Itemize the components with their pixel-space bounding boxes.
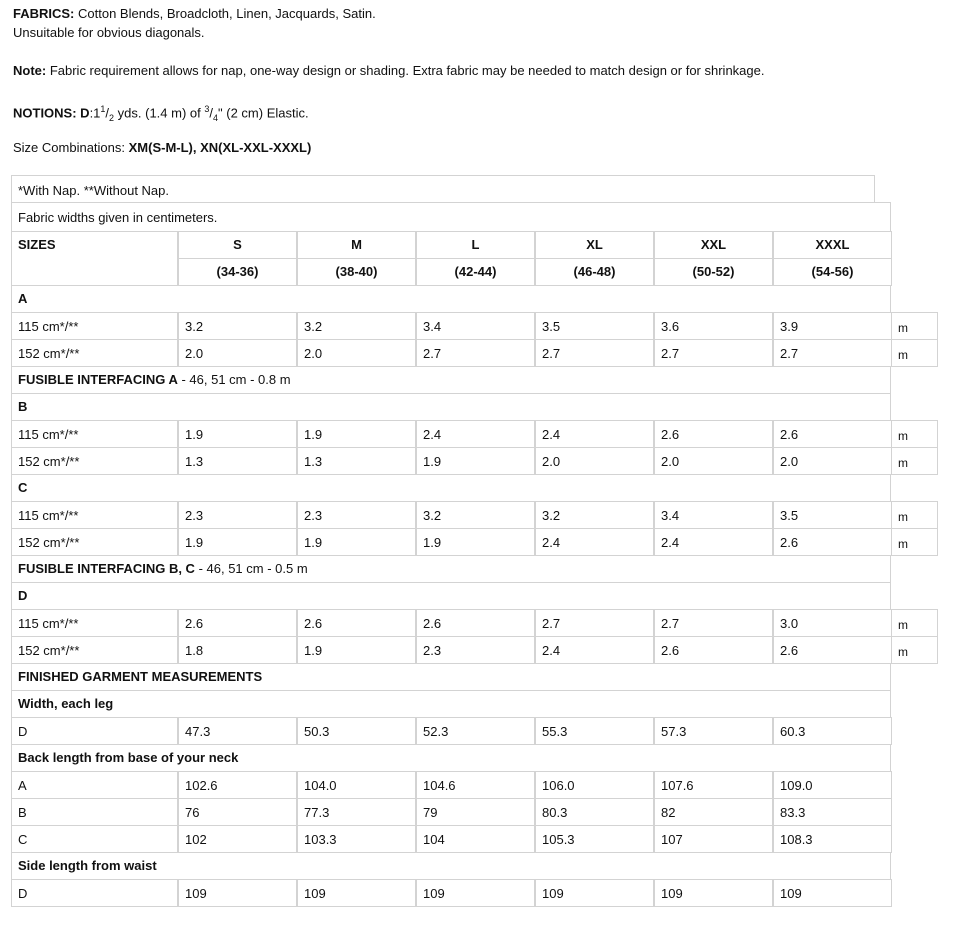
row-label: 115 cm*/** xyxy=(11,312,178,340)
size-combinations-values: XM(S-M-L), XN(XL-XXL-XXXL) xyxy=(128,140,312,155)
value-cell: 3.4 xyxy=(654,501,773,529)
section-heading-detail: - 46, 51 cm - 0.8 m xyxy=(177,372,291,387)
row-label: 152 cm*/** xyxy=(11,528,178,556)
notions-part-c: " (2 cm) Elastic. xyxy=(218,105,309,121)
size-range-xl: (46-48) xyxy=(535,258,654,286)
value-cell: 2.7 xyxy=(535,609,654,637)
value-cell: 2.4 xyxy=(535,420,654,448)
value-cell: 105.3 xyxy=(535,825,654,853)
section-heading-label: Back length from base of your neck xyxy=(18,750,239,765)
size-header-s: S xyxy=(178,231,297,259)
value-cell: 1.9 xyxy=(416,528,535,556)
section-heading xyxy=(11,582,891,610)
size-header-xxl: XXL xyxy=(654,231,773,259)
value-cell: 1.9 xyxy=(297,528,416,556)
value-cell: 2.6 xyxy=(773,636,892,664)
size-range-l: (42-44) xyxy=(416,258,535,286)
width-note: Fabric widths given in centimeters. xyxy=(11,202,891,232)
value-cell: 60.3 xyxy=(773,717,892,745)
value-cell: 2.7 xyxy=(773,339,892,367)
fraction-numerator: 1 xyxy=(100,104,106,114)
size-range-xxxl: (54-56) xyxy=(773,258,892,286)
value-cell: 76 xyxy=(178,798,297,826)
value-cell: 82 xyxy=(654,798,773,826)
value-cell: 2.4 xyxy=(535,528,654,556)
value-cell: 3.5 xyxy=(535,312,654,340)
value-cell: 50.3 xyxy=(297,717,416,745)
value-cell: 83.3 xyxy=(773,798,892,826)
value-cell: 1.9 xyxy=(178,528,297,556)
fraction-denominator: 4 xyxy=(213,112,219,123)
section-heading-label: Width, each leg xyxy=(18,696,114,711)
value-cell: 2.6 xyxy=(178,609,297,637)
section-heading xyxy=(11,285,891,313)
section-heading-detail: - 46, 51 cm - 0.5 m xyxy=(194,561,308,576)
value-cell: 2.3 xyxy=(297,501,416,529)
row-label: D xyxy=(11,879,178,907)
unit-cell: m xyxy=(891,339,938,367)
value-cell: 2.6 xyxy=(416,609,535,637)
row-label: 115 cm*/** xyxy=(11,420,178,448)
section-heading xyxy=(11,474,891,502)
note-label: Note: xyxy=(13,63,47,78)
value-cell: 2.7 xyxy=(654,339,773,367)
value-cell: 104.6 xyxy=(416,771,535,799)
notions-part-b: yds. (1.4 m) of xyxy=(114,105,205,121)
value-cell: 1.9 xyxy=(416,447,535,475)
fabrics-label: FABRICS: xyxy=(13,6,75,21)
value-cell: 1.3 xyxy=(178,447,297,475)
notions-line: NOTIONS: $D:1^1/_2$ yds. (1.4 m) of $^3/_4$" (2 cm) Elastic. xyxy=(13,104,309,123)
value-cell: 109 xyxy=(178,879,297,907)
size-header-xxxl: XXXL xyxy=(773,231,892,259)
section-heading-label: FUSIBLE INTERFACING B, C xyxy=(18,561,195,576)
row-label: 152 cm*/** xyxy=(11,636,178,664)
value-cell: 2.0 xyxy=(297,339,416,367)
row-label: A xyxy=(11,771,178,799)
value-cell: 102 xyxy=(178,825,297,853)
value-cell: 3.2 xyxy=(535,501,654,529)
section-heading-label: FUSIBLE INTERFACING A xyxy=(18,372,178,387)
size-combinations-line xyxy=(13,140,311,156)
value-cell: 2.6 xyxy=(654,636,773,664)
value-cell: 47.3 xyxy=(178,717,297,745)
value-cell: 109 xyxy=(416,879,535,907)
value-cell: 3.0 xyxy=(773,609,892,637)
value-cell: 2.0 xyxy=(178,339,297,367)
value-cell: 2.0 xyxy=(654,447,773,475)
unit-cell: m xyxy=(891,420,938,448)
value-cell: 2.4 xyxy=(535,636,654,664)
row-label: D xyxy=(11,717,178,745)
fraction-denominator: 2 xyxy=(109,112,115,123)
value-cell: 109 xyxy=(535,879,654,907)
value-cell: 3.4 xyxy=(416,312,535,340)
value-cell: 2.0 xyxy=(773,447,892,475)
row-label: C xyxy=(11,825,178,853)
value-cell: 106.0 xyxy=(535,771,654,799)
value-cell: 103.3 xyxy=(297,825,416,853)
section-heading xyxy=(11,555,891,583)
section-heading xyxy=(11,663,891,691)
value-cell: 3.2 xyxy=(178,312,297,340)
section-heading-label: D xyxy=(18,588,28,603)
value-cell: 102.6 xyxy=(178,771,297,799)
value-cell: 1.9 xyxy=(178,420,297,448)
unit-cell: m xyxy=(891,501,938,529)
row-label: B xyxy=(11,798,178,826)
note-line xyxy=(13,63,764,79)
section-heading-label: A xyxy=(18,291,28,306)
value-cell: 2.7 xyxy=(654,609,773,637)
notions-part-a: :1 xyxy=(89,105,101,121)
row-label: 152 cm*/** xyxy=(11,339,178,367)
value-cell: 3.2 xyxy=(416,501,535,529)
section-heading xyxy=(11,744,891,772)
unit-cell: m xyxy=(891,312,938,340)
row-label: 115 cm*/** xyxy=(11,501,178,529)
unsuitable-line: Unsuitable for obvious diagonals. xyxy=(13,25,205,40)
notions-label: NOTIONS: D xyxy=(13,105,90,121)
value-cell: 3.2 xyxy=(297,312,416,340)
value-cell: 1.9 xyxy=(297,420,416,448)
value-cell: 77.3 xyxy=(297,798,416,826)
section-heading xyxy=(11,852,891,880)
unit-cell: m xyxy=(891,528,938,556)
value-cell: 2.6 xyxy=(773,528,892,556)
value-cell: 2.6 xyxy=(654,420,773,448)
size-header-m: M xyxy=(297,231,416,259)
value-cell: 2.4 xyxy=(654,528,773,556)
value-cell: 79 xyxy=(416,798,535,826)
value-cell: 109 xyxy=(654,879,773,907)
section-heading-label: B xyxy=(18,399,28,414)
value-cell: 109 xyxy=(773,879,892,907)
value-cell: 1.8 xyxy=(178,636,297,664)
size-header-xl: XL xyxy=(535,231,654,259)
size-range-s: (34-36) xyxy=(178,258,297,286)
section-heading-label: C xyxy=(18,480,28,495)
value-cell: 52.3 xyxy=(416,717,535,745)
value-cell: 1.3 xyxy=(297,447,416,475)
unit-cell: m xyxy=(891,447,938,475)
unit-cell: m xyxy=(891,609,938,637)
section-heading xyxy=(11,393,891,421)
value-cell: 2.6 xyxy=(297,609,416,637)
value-cell: 3.9 xyxy=(773,312,892,340)
sizes-header-blank xyxy=(11,258,178,286)
section-heading xyxy=(11,366,891,394)
unit-cell: m xyxy=(891,636,938,664)
fabrics-line xyxy=(13,6,376,22)
value-cell: 57.3 xyxy=(654,717,773,745)
value-cell: 2.0 xyxy=(535,447,654,475)
value-cell: 104 xyxy=(416,825,535,853)
size-combinations-label: Size Combinations: xyxy=(13,140,129,155)
fabrics-text: Cotton Blends, Broadcloth, Linen, Jacquards, Satin. xyxy=(74,6,376,21)
section-heading xyxy=(11,690,891,718)
value-cell: 2.6 xyxy=(773,420,892,448)
section-heading-label: FINISHED GARMENT MEASUREMENTS xyxy=(18,669,263,684)
value-cell: 2.4 xyxy=(416,420,535,448)
value-cell: 107.6 xyxy=(654,771,773,799)
value-cell: 108.3 xyxy=(773,825,892,853)
value-cell: 3.5 xyxy=(773,501,892,529)
value-cell: 2.7 xyxy=(535,339,654,367)
fraction-numerator: 3 xyxy=(204,104,210,114)
value-cell: 109 xyxy=(297,879,416,907)
value-cell: 104.0 xyxy=(297,771,416,799)
value-cell: 55.3 xyxy=(535,717,654,745)
size-range-xxl: (50-52) xyxy=(654,258,773,286)
row-label: 152 cm*/** xyxy=(11,447,178,475)
sizes-header: SIZES xyxy=(11,231,178,259)
value-cell: 2.7 xyxy=(416,339,535,367)
row-label: 115 cm*/** xyxy=(11,609,178,637)
value-cell: 107 xyxy=(654,825,773,853)
size-header-l: L xyxy=(416,231,535,259)
value-cell: 1.9 xyxy=(297,636,416,664)
value-cell: 80.3 xyxy=(535,798,654,826)
value-cell: 2.3 xyxy=(178,501,297,529)
value-cell: 109.0 xyxy=(773,771,892,799)
value-cell: 3.6 xyxy=(654,312,773,340)
nap-note: *With Nap. **Without Nap. xyxy=(11,175,875,203)
note-text: Fabric requirement allows for nap, one-way design or shading. Extra fabric may be needed to match design or for shrinkage. xyxy=(46,63,765,78)
section-heading-label: Side length from waist xyxy=(18,858,157,873)
value-cell: 2.3 xyxy=(416,636,535,664)
size-range-m: (38-40) xyxy=(297,258,416,286)
